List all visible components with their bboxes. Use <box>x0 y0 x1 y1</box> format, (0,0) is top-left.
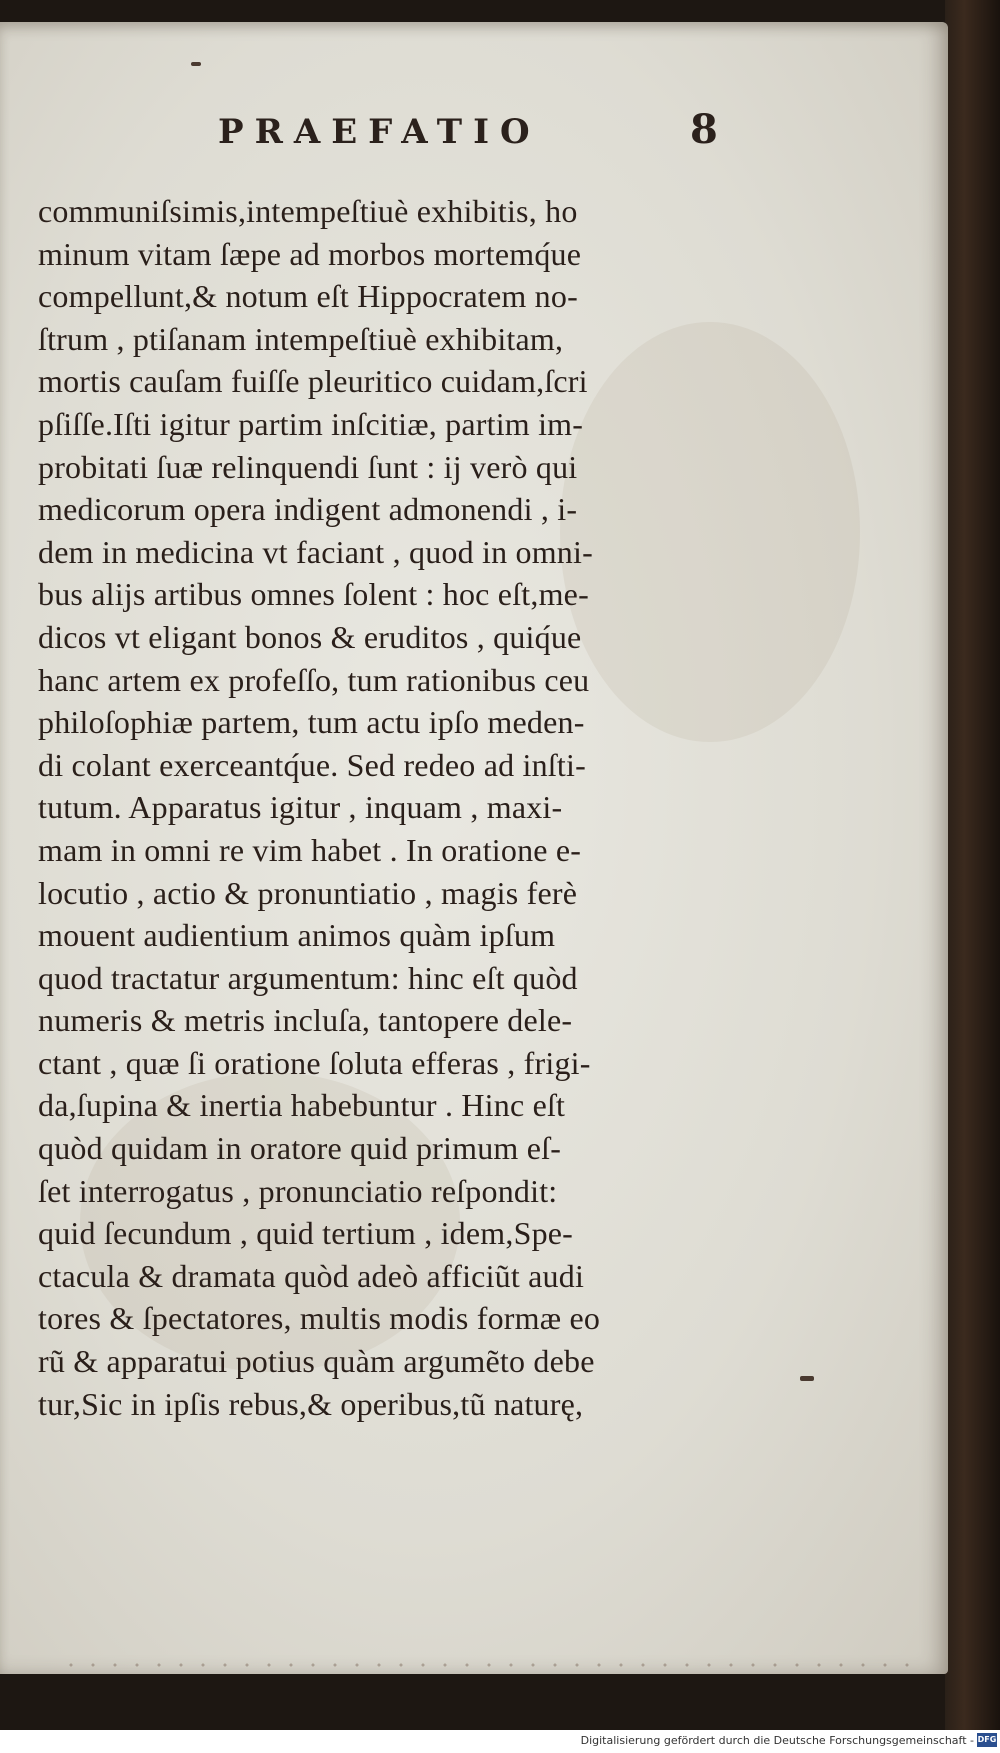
text-line: pſiſſe.Iſti igitur partim inſcitiæ, partim im- <box>38 405 584 442</box>
text-line: locutio , actio & pronuntiatio , magis ferè <box>38 874 578 911</box>
text-line: probitati ſuæ relinquendi ſunt : ij verò qui <box>38 448 578 485</box>
text-line: compellunt,& notum eſt Hippocratem no- <box>38 278 578 315</box>
funding-credit: Digitalisierung gefördert durch die Deutsche Forschungsgemeinschaft - <box>580 1734 974 1747</box>
text-line: ctant , quæ ſi oratione ſoluta efferas , frigi- <box>38 1044 591 1081</box>
dfg-logo: DFG <box>977 1733 997 1747</box>
text-line: bus alijs artibus omnes ſolent : hoc eſt,me- <box>38 576 589 613</box>
text-line: rũ & apparatui potius quàm argumẽto debe <box>38 1343 595 1380</box>
text-line: quòd quidam in oratore quid primum eſ- <box>38 1130 562 1167</box>
text-line: quod tractatur argumentum: hinc eſt quòd <box>38 959 578 996</box>
digitization-footer <box>0 1730 1000 1753</box>
text-line: tur,Sic in ipſis rebus,& operibus,tũ naturę, <box>38 1385 584 1422</box>
text-line: tores & ſpectatores, multis modis formæ eo <box>38 1300 601 1337</box>
text-line: da,ſupina & inertia habebuntur . Hinc eſt <box>38 1087 566 1124</box>
text-line: communiſsimis,intempeſtiuè exhibitis, ho <box>38 193 578 229</box>
text-line: medicorum opera indigent admonendi , i- <box>38 491 578 528</box>
text-line: di colant exerceantq́ue. Sed redeo ad inſti- <box>38 746 586 783</box>
text-line: ctacula & dramata quòd adeò afficiũt audi <box>38 1257 585 1294</box>
text-line: mouent audientium animos quàm ipſum <box>38 917 556 954</box>
text-line: mam in omni re vim habet . In oratione e- <box>38 831 582 868</box>
running-head-title: PRAEFATIO <box>218 112 541 152</box>
page-edge-dots <box>60 1660 910 1670</box>
text-line: minum vitam ſæpe ad morbos mortemq́ue <box>38 235 582 272</box>
text-line: ſet interrogatus , pronunciatio reſpondit: <box>38 1172 558 1209</box>
ink-speck <box>800 1376 814 1381</box>
text-line: tutum. Apparatus igitur , inquam , maxi- <box>38 789 563 826</box>
text-line: mortis cauſam fuiſſe pleuritico cuidam,ſcri <box>38 363 588 400</box>
book-page <box>0 22 948 1674</box>
text-line: dem in medicina vt faciant , quod in omni- <box>38 533 593 570</box>
book-spine-edge <box>945 0 1000 1730</box>
text-line: philoſophiæ partem, tum actu ipſo meden- <box>38 704 585 741</box>
text-line: numeris & metris incluſa, tantopere dele- <box>38 1002 573 1039</box>
text-line: dicos vt eligant bonos & eruditos , quiq́ue <box>38 618 582 655</box>
ink-speck <box>191 62 201 66</box>
text-line: ſtrum , ptiſanam intempeſtiuè exhibitam, <box>38 320 564 357</box>
running-head <box>0 102 948 162</box>
body-text <box>38 190 718 1425</box>
text-line: quid ſecundum , quid tertium , idem,Spe- <box>38 1215 574 1252</box>
text-line: hanc artem ex profeſſo, tum rationibus ceu <box>38 661 590 698</box>
page-number: 8 <box>690 106 718 153</box>
